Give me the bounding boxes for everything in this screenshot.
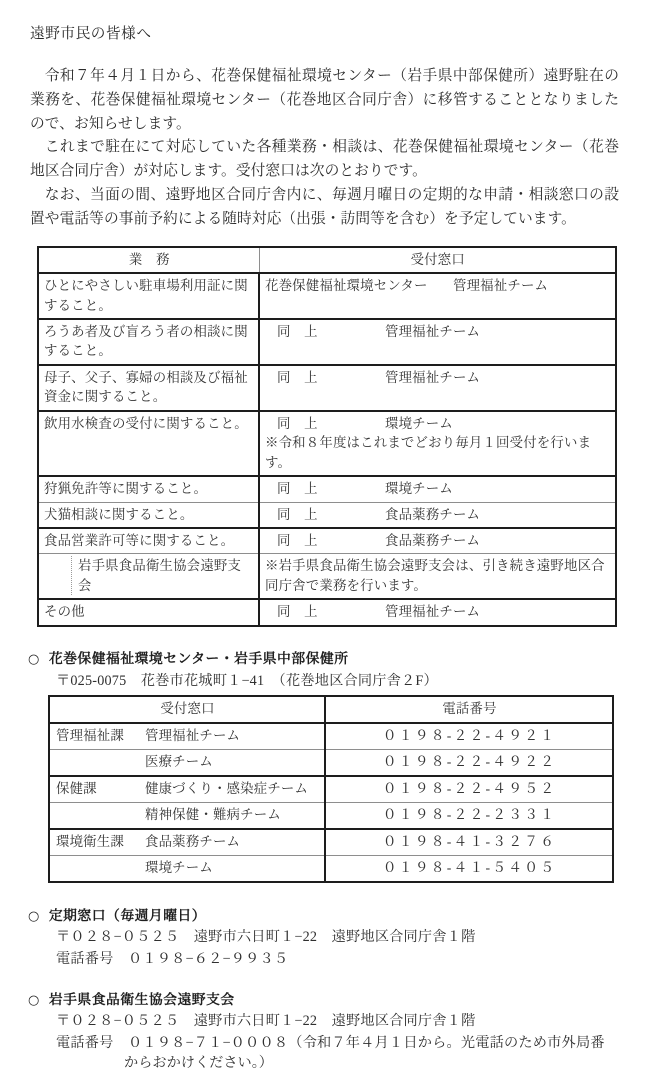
cell-team: 環境チーム [385, 415, 453, 431]
cell-window [259, 273, 616, 319]
cell-office: 同 上 [277, 415, 318, 431]
cell-office: 同 上 [277, 369, 318, 385]
cell-window [259, 476, 616, 502]
cell-telephone: ０１９８-４１-５４０５ [325, 855, 613, 882]
cell-team: 健康づくり・感染症チーム [139, 776, 325, 803]
cell-work: 犬猫相談に関すること。 [38, 502, 259, 528]
page-title: 遠野市民の皆様へ [30, 25, 152, 42]
table-row [38, 319, 616, 365]
cell-telephone: ０１９８-２２-４９２１ [325, 723, 613, 750]
cell-team: 食品薬務チーム [139, 829, 325, 856]
table-header-row [38, 247, 616, 273]
cell-team: 環境チーム [139, 855, 325, 882]
kyokai-phone: 電話番号 ０１９８−７１−０００８（令和７年４月１日から。光電話のため市外局番 [56, 1034, 605, 1051]
table-header-row [49, 696, 613, 723]
cell-work: 母子、父子、寡婦の相談及び福祉資金に関すること。 [38, 365, 259, 411]
circle-bullet-icon: ○ [28, 992, 40, 1008]
table-row [49, 855, 613, 882]
kyokai-address: 〒０２８−０５２５ 遠野市六日町１−22 遠野地区合同庁舎１階 [56, 1012, 476, 1029]
table-subrow [38, 554, 616, 599]
cell-subnote: ※岩手県食品衛生協会遠野支会は、引き続き遠野地区合同庁舎で業務を行います。 [259, 554, 616, 599]
cell-department [49, 802, 139, 829]
intro-paragraph-1: 令和７年４月１日から、花巻保健福祉環境センター（岩手県中部保健所）遠野駐在の業務を、花巻保健福祉環境センター（花巻地区合同庁舎）に移管することとなりましたので、お知らせします。 [30, 68, 619, 132]
table-row [38, 476, 616, 502]
cell-department [49, 749, 139, 776]
cell-window [259, 411, 616, 476]
cell-team: 食品薬務チーム [385, 506, 481, 522]
circle-bullet-icon: ○ [28, 908, 40, 924]
cell-office: 同 上 [277, 604, 318, 620]
phone-number-table [48, 695, 614, 883]
cell-office: 花巻保健福祉環境センター [265, 278, 428, 294]
cell-work: ろうあ者及び盲ろう者の相談に関すること。 [38, 319, 259, 365]
table-row [49, 776, 613, 803]
cell-office: 同 上 [277, 532, 318, 548]
cell-telephone: ０１９８-２２-４９５２ [325, 776, 613, 803]
cell-work: 飲用水検査の受付に関すること。 [38, 411, 259, 476]
cell-work: ひとにやさしい駐車場利用証に関すること。 [38, 273, 259, 319]
section-heading-kyokai-label: 岩手県食品衛生協会遠野支会 [48, 991, 235, 1008]
table-row [38, 411, 616, 476]
cell-window [259, 365, 616, 411]
section-heading-teiki-label: 定期窓口（毎週月曜日） [48, 907, 207, 924]
column-header-work: 業 務 [38, 247, 259, 273]
circle-bullet-icon: ○ [28, 651, 40, 667]
cell-department: 環境衛生課 [49, 829, 139, 856]
cell-telephone: ０１９８-４１-３２７６ [325, 829, 613, 856]
cell-team: 管理福祉チーム [385, 604, 481, 620]
intro-paragraph-2: これまで駐在にて対応していた各種業務・相談は、花巻保健福祉環境センター（花巻地区合同庁舎）が対応します。受付窓口は次のとおりです。 [30, 139, 619, 180]
cell-window [259, 599, 616, 625]
cell-team: 管理福祉チーム [453, 278, 549, 294]
section-heading-center-label: 花巻保健福祉環境センター・岩手県中部保健所 [48, 650, 349, 667]
cell-note: ※令和８年度はこれまでどおり毎月１回受付を行います。 [265, 435, 592, 470]
table-row [49, 829, 613, 856]
table-row [38, 528, 616, 554]
cell-work: 狩猟免許等に関すること。 [38, 476, 259, 502]
column-header-phone: 電話番号 [325, 696, 613, 723]
cell-telephone: ０１９８-２２-２３３１ [325, 802, 613, 829]
table-row [38, 365, 616, 411]
cell-office: 同 上 [277, 324, 318, 339]
kyokai-phone-continuation: からおかけください。） [124, 1054, 273, 1071]
cell-department: 保健課 [49, 776, 139, 803]
table-row [49, 723, 613, 750]
cell-window [259, 319, 616, 365]
section-heading-teiki [28, 904, 631, 924]
cell-subwork-text: 岩手県食品衛生協会遠野支会 [71, 556, 254, 595]
table-row [38, 599, 616, 625]
cell-office: 同 上 [277, 481, 318, 497]
cell-department: 管理福祉課 [49, 723, 139, 750]
cell-team: 環境チーム [385, 481, 453, 497]
table-row [49, 749, 613, 776]
cell-team: 精神保健・難病チーム [139, 802, 325, 829]
work-window-table [37, 246, 617, 627]
intro-paragraph-3: なお、当面の間、遠野地区合同庁舎内に、毎週月曜日の定期的な申請・相談窓口の設置や電話等の事前予約による随時対応（出張・訪問等を含む）を予定しています。 [30, 187, 619, 227]
table-row [38, 502, 616, 528]
cell-team: 医療チーム [139, 749, 325, 776]
cell-window [259, 528, 616, 554]
center-address: 〒025-0075 花巻市花城町１−41 （花巻地区合同庁舎２F） [56, 672, 438, 689]
teiki-phone: 電話番号 ０１９８−６２−９９３５ [56, 950, 289, 967]
table-row [49, 802, 613, 829]
cell-window [259, 502, 616, 528]
column-header-window: 受付窓口 [49, 696, 325, 723]
table-row [38, 273, 616, 319]
cell-team: 食品薬務チーム [385, 532, 481, 548]
teiki-address: 〒０２８−０５２５ 遠野市六日町１−22 遠野地区合同庁舎１階 [56, 928, 476, 945]
section-heading-center [28, 647, 631, 667]
section-heading-kyokai [28, 988, 631, 1008]
cell-team: 管理福祉チーム [385, 324, 481, 339]
cell-subwork [38, 554, 259, 599]
cell-work: 食品営業許可等に関すること。 [38, 528, 259, 554]
cell-team: 管理福祉チーム [139, 723, 325, 750]
cell-work: その他 [38, 599, 259, 625]
cell-department [49, 855, 139, 882]
cell-office: 同 上 [277, 506, 318, 522]
cell-telephone: ０１９８-２２-４９２２ [325, 749, 613, 776]
intro-paragraphs [30, 65, 619, 232]
cell-team: 管理福祉チーム [385, 369, 481, 385]
column-header-window: 受付窓口 [259, 247, 616, 273]
